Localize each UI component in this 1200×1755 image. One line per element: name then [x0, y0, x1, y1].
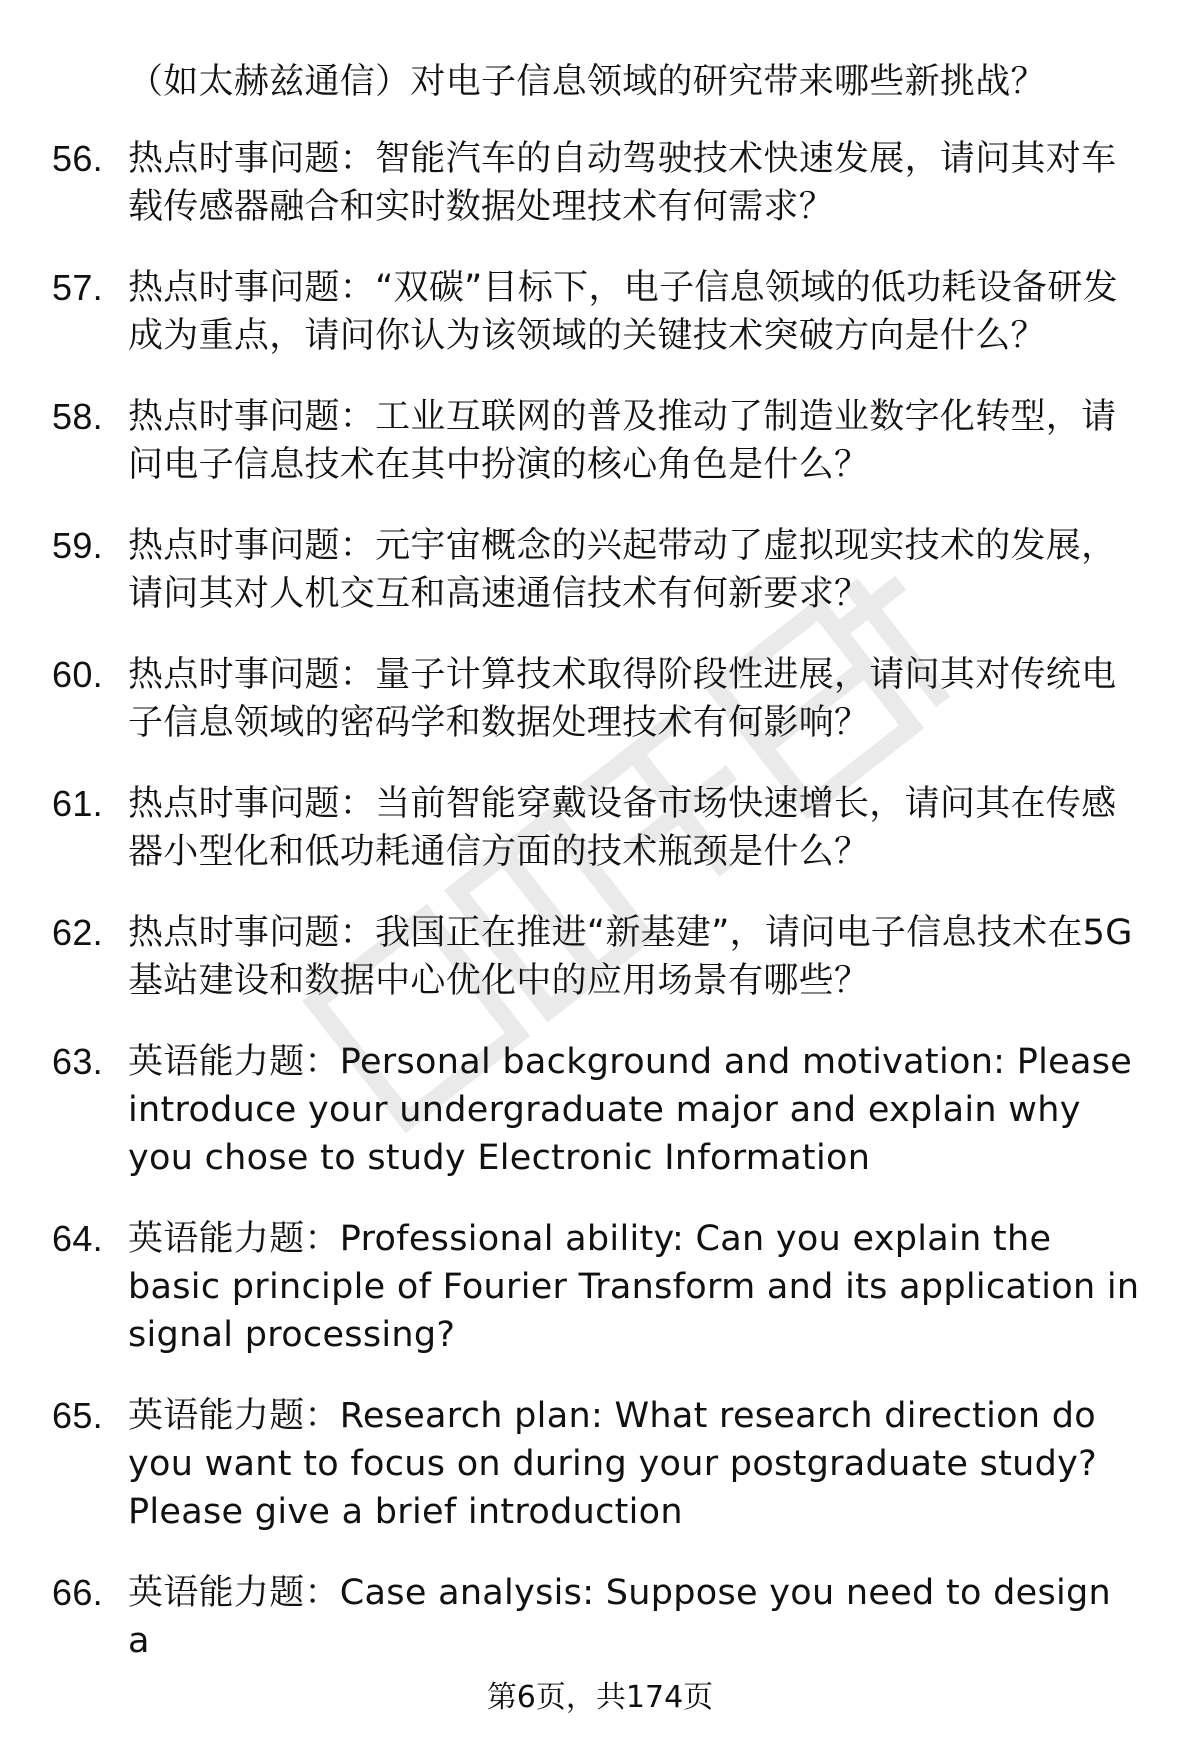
question-text: 热点时事问题：当前智能穿戴设备市场快速增长，请问其在传感器小型化和低功耗通信方面的技术瓶颈是什么？	[128, 784, 1117, 872]
question-number: 60.	[52, 654, 103, 695]
question-item	[0, 264, 1200, 360]
question-number: 58.	[52, 396, 103, 437]
question-text: 热点时事问题：“双碳”目标下，电子信息领域的低功耗设备研发成为重点，请问你认为该领域的关键技术突破方向是什么？	[128, 268, 1118, 356]
question-number: 59.	[52, 525, 103, 566]
question-number: 62.	[52, 912, 103, 953]
question-number: 66.	[52, 1572, 103, 1613]
question-text: 英语能力题：Personal background and motivation: Please introduce your undergraduate major and explain why you chose to study Electronic Information	[128, 1042, 1133, 1178]
question-item	[0, 1215, 1200, 1359]
question-text: 英语能力题：Research plan: What research direction do you want to focus on during your postgraduate study? Please give a brief introduction	[128, 1396, 1098, 1532]
question-text: 热点时事问题：我国正在推进“新基建”，请问电子信息技术在5G基站建设和数据中心优化中的应用场景有哪些？	[128, 913, 1133, 1001]
question-number: 57.	[52, 267, 103, 308]
question-item	[0, 780, 1200, 876]
question-text: 热点时事问题：量子计算技术取得阶段性进展，请问其对传统电子信息领域的密码学和数据处理技术有何影响？	[128, 655, 1117, 743]
question-text: 英语能力题：Case analysis: Suppose you need to design a	[128, 1573, 1112, 1661]
question-item	[0, 1038, 1200, 1182]
question-text: 热点时事问题：元宇宙概念的兴起带动了虚拟现实技术的发展，请问其对人机交互和高速通信技术有何新要求？	[128, 526, 1117, 614]
question-number: 56.	[52, 138, 103, 179]
question-item	[0, 135, 1200, 231]
question-number: 65.	[52, 1395, 103, 1436]
page-number-footer: 第6页，共174页	[486, 1680, 714, 1715]
question-number: 61.	[52, 783, 103, 824]
question-item	[0, 651, 1200, 747]
question-text: 热点时事问题：智能汽车的自动驾驶技术快速发展，请问其对车载传感器融合和实时数据处理技术有何需求？	[128, 139, 1117, 227]
question-item	[0, 909, 1200, 1005]
continued-question-text: （如太赫兹通信）对电子信息领域的研究带来哪些新挑战？	[128, 62, 1046, 102]
question-item	[0, 522, 1200, 618]
question-number: 63.	[52, 1041, 103, 1082]
question-list	[0, 135, 1200, 1698]
question-item	[0, 1392, 1200, 1536]
question-text: 英语能力题：Professional ability: Can you explain the basic principle of Fourier Transform and its application in signal processing?	[128, 1219, 1140, 1355]
question-item	[0, 393, 1200, 489]
question-text: 热点时事问题：工业互联网的普及推动了制造业数字化转型，请问电子信息技术在其中扮演的核心角色是什么？	[128, 397, 1117, 485]
question-number: 64.	[52, 1218, 103, 1259]
question-item	[0, 1569, 1200, 1665]
